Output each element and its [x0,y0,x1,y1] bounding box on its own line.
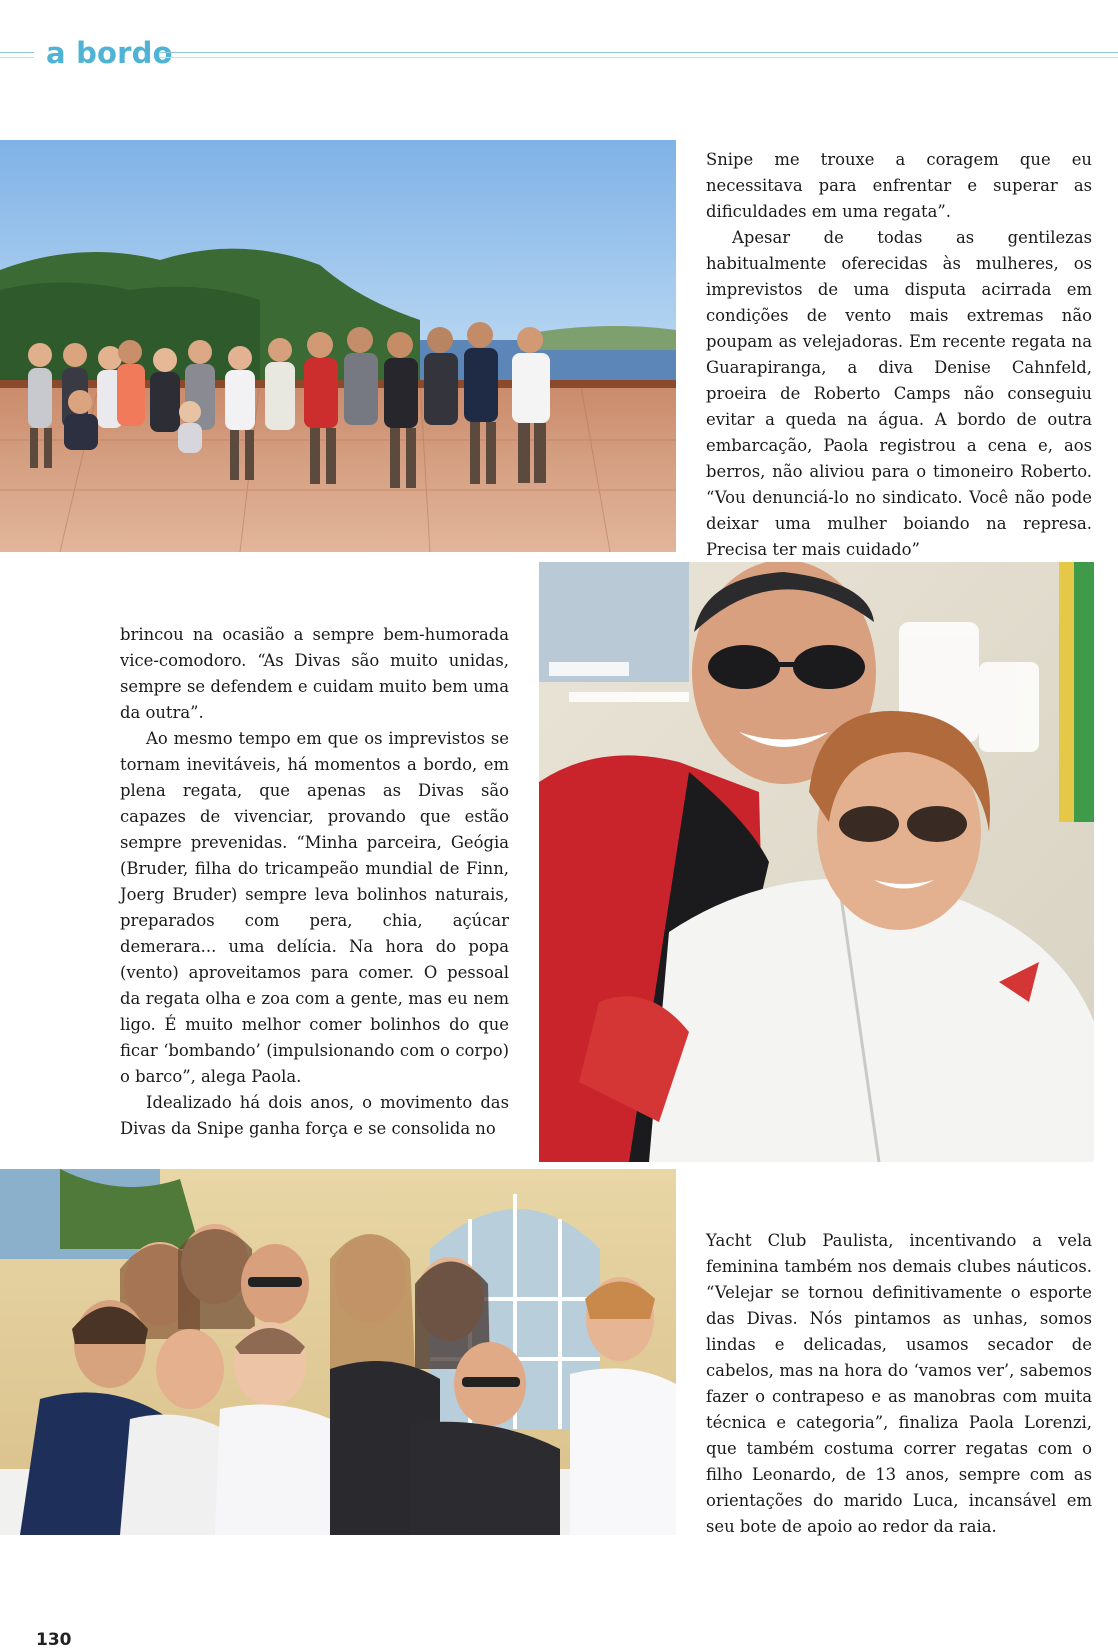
text-column-middle-left [120,622,509,1142]
text-column-bottom-right [706,1228,1092,1540]
header-rule-right [160,52,1118,53]
group-photo-terrace [0,140,676,552]
header-rule-left [0,52,34,53]
header-rule-left-2 [0,57,34,58]
header-rule-right-2 [160,57,1118,58]
paragraph: Apesar de todas as gentilezas habitualmente oferecidas às mulheres, os imprevistos de uma disputa acirrada em condições de vento mais extremas não poupam as velejadoras. Em recente regata na Guarapiranga, a diva Denise Cahnfeld, proeira de Roberto Camps não conseguiu evitar a queda na água. A bordo de outra embarcação, Paola registrou a cena e, aos berros, não aliviou para o timoneiro Roberto. “Vou denunciá-lo no sindicato. Você não pode deixar uma mulher boiando na represa. Precisa ter mais cuidado” [706,228,1092,559]
paragraph: Yacht Club Paulista, incentivando a vela feminina também nos demais clubes náuticos. “Velejar se tornou definitivamente o esporte das Divas. Nós pintamos as unhas, somos lindas e delicadas, usamos secador de cabelos, mas na hora do ‘vamos ver’, sabemos fazer o contrapeso e as manobras com muita técnica e categoria”, finaliza Paola Lorenzi, que também costuma correr regatas com o filho Leonardo, de 13 anos, sempre com as orientações do marido Luca, incansável em seu bote de apoio ao redor da raia. [706,1231,1092,1536]
page-number: 130 [36,1630,72,1650]
paragraph: brincou na ocasião a sempre bem-humorada vice-comodoro. “As Divas são muito unidas, sempre se defendem e cuidam muito bem uma da outra”. [120,625,509,722]
paragraph: Ao mesmo tempo em que os imprevistos se tornam inevitáveis, há momentos a bordo, em plena regata, que apenas as Divas são capazes de vivenciar, provando que estão sempre prevenidas. “Minha parceira, Geógia (Bruder, filha do tricampeão mundial de Finn, Joerg Bruder) sempre leva bolinhos naturais, preparados com pera, chia, açúcar demerara... uma delícia. Na hora do popa (vento) aproveitamos para comer. O pessoal da regata olha e zoa com a gente, mas eu nem ligo. É muito melhor comer bolinhos do que ficar ‘bombando’ (impulsionando com o corpo) o barco”, alega Paola. [120,729,509,1086]
section-header [0,30,1118,78]
paragraph: Snipe me trouxe a coragem que eu necessitava para enfrentar e superar as dificuldades em uma regata”. [706,150,1092,221]
text-column-top-right [706,147,1092,563]
paragraph: Idealizado há dois anos, o movimento das Divas da Snipe ganha força e se consolida no [120,1093,509,1138]
couple-portrait-photo [539,562,1094,1162]
section-title: a bordo [46,36,173,70]
women-group-photo [0,1169,676,1535]
